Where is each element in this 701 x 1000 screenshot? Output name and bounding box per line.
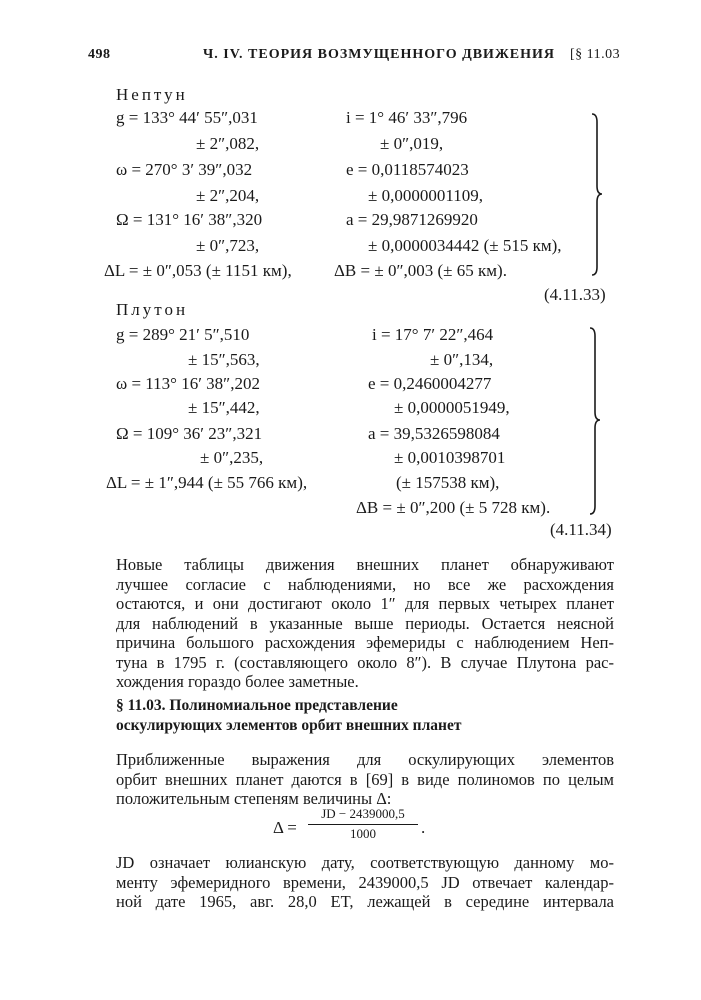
neptune-row-left: ω = 270° 3′ 39″,032 xyxy=(116,160,253,179)
pluto-row-right: ± 0,0010398701 xyxy=(394,448,506,467)
pluto-brace xyxy=(588,326,602,521)
neptune-row-left: g = 133° 44′ 55″,031 xyxy=(116,108,258,127)
neptune-title: Нептун xyxy=(116,85,188,104)
pluto-row-right: e = 0,2460004277 xyxy=(368,374,492,393)
formula-numerator: JD − 2439000,5 xyxy=(308,806,418,825)
paragraph-line: лучшее согласие с наблюдениями, но все же расхождения xyxy=(116,574,614,594)
neptune-row-left: ± 2″,204, xyxy=(196,186,260,205)
page-number: 498 xyxy=(88,47,111,62)
paragraph-line: положительным степеням величины Δ: xyxy=(116,789,392,808)
neptune-equation-number: (4.11.33) xyxy=(544,285,606,304)
neptune-row-right: e = 0,0118574023 xyxy=(346,160,469,179)
pluto-row-right: i = 17° 7′ 22″,464 xyxy=(372,325,494,344)
pluto-row-right: a = 39,5326598084 xyxy=(368,424,500,443)
running-title: Ч. IV. ТЕОРИЯ ВОЗМУЩЕННОГО ДВИЖЕНИЯ xyxy=(203,47,556,62)
neptune-row-left: Ω = 131° 16′ 38″,320 xyxy=(116,210,263,229)
pluto-row-left: ± 15″,442, xyxy=(188,398,260,417)
paragraph-line: для наблюдений в указанные выше периоды. Остается неясной xyxy=(116,613,614,633)
formula-fraction xyxy=(308,806,418,842)
neptune-row-right: a = 29,9871269920 xyxy=(346,210,478,229)
section-reference: [§ 11.03 xyxy=(570,47,621,62)
paragraph-approximations xyxy=(116,750,614,809)
neptune-row-right: ± 0,0000034442 (± 515 км), xyxy=(368,236,562,255)
neptune-row-right: i = 1° 46′ 33″,796 xyxy=(346,108,468,127)
formula-lhs: Δ = xyxy=(273,818,297,837)
paragraph-julian-date xyxy=(116,853,614,912)
neptune-row-right: ± 0,0000001109, xyxy=(368,186,483,205)
pluto-row-right: ± 0″,134, xyxy=(430,350,494,369)
pluto-title: Плутон xyxy=(116,300,189,319)
section-heading-line2: оскулирующих элементов орбит внешних планет xyxy=(116,717,462,734)
pluto-row-left: ± 15″,563, xyxy=(188,350,260,369)
neptune-row-left: ΔL = ± 0″,053 (± 1151 км), xyxy=(104,261,292,280)
section-heading-line1: § 11.03. Полиномиальное представление xyxy=(116,697,398,714)
neptune-row-left: ± 2″,082, xyxy=(196,134,260,153)
neptune-row-right: ΔB = ± 0″,003 (± 65 км). xyxy=(334,261,507,280)
paragraph-line: ной дате 1965, авг. 28,0 ET, лежащей в середине интервала xyxy=(116,892,614,911)
pluto-row-left: ω = 113° 16′ 38″,202 xyxy=(116,374,260,393)
pluto-row-right: ± 0,0000051949, xyxy=(394,398,510,417)
pluto-row-right: (± 157538 км), xyxy=(396,473,500,492)
pluto-equation-number: (4.11.34) xyxy=(550,520,612,539)
neptune-row-left: ± 0″,723, xyxy=(196,236,260,255)
neptune-brace xyxy=(590,112,604,282)
paragraph-line: Новые таблицы движения внешних планет обнаруживают xyxy=(116,555,614,574)
paragraph-line: остаются, и они достигают около 1″ для первых четырех планет xyxy=(116,594,614,613)
formula-period: . xyxy=(421,818,426,837)
paragraph-line: причина большого расхождения эфемериды с наблюдением Неп- xyxy=(116,633,614,652)
paragraph-comparison xyxy=(116,555,614,692)
pluto-row-left: Ω = 109° 36′ 23″,321 xyxy=(116,424,263,443)
pluto-row-left: ± 0″,235, xyxy=(200,448,264,467)
pluto-row-left: ΔL = ± 1″,944 (± 55 766 км), xyxy=(106,473,308,492)
paragraph-line: JD означает юлианскую дату, соответствующую данному мо- xyxy=(116,853,614,872)
formula-denominator: 1000 xyxy=(350,826,376,841)
paragraph-line: орбит внешних планет даются в [69] в виде полиномов по целым xyxy=(116,769,614,789)
pluto-row-left: g = 289° 21′ 5″,510 xyxy=(116,325,250,344)
neptune-row-right: ± 0″,019, xyxy=(380,134,444,153)
pluto-row-right: ΔB = ± 0″,200 (± 5 728 км). xyxy=(356,498,551,517)
paragraph-line: Приближенные выражения для оскулирующих элементов xyxy=(116,750,614,769)
paragraph-line: менту эфемеридного времени, 2439000,5 JD отвечает календар- xyxy=(116,872,614,892)
paragraph-line: хождения гораздо более заметные. xyxy=(116,672,359,691)
paragraph-line: туна в 1795 г. (составляющего около 8″). В случае Плутона рас- xyxy=(116,652,614,672)
